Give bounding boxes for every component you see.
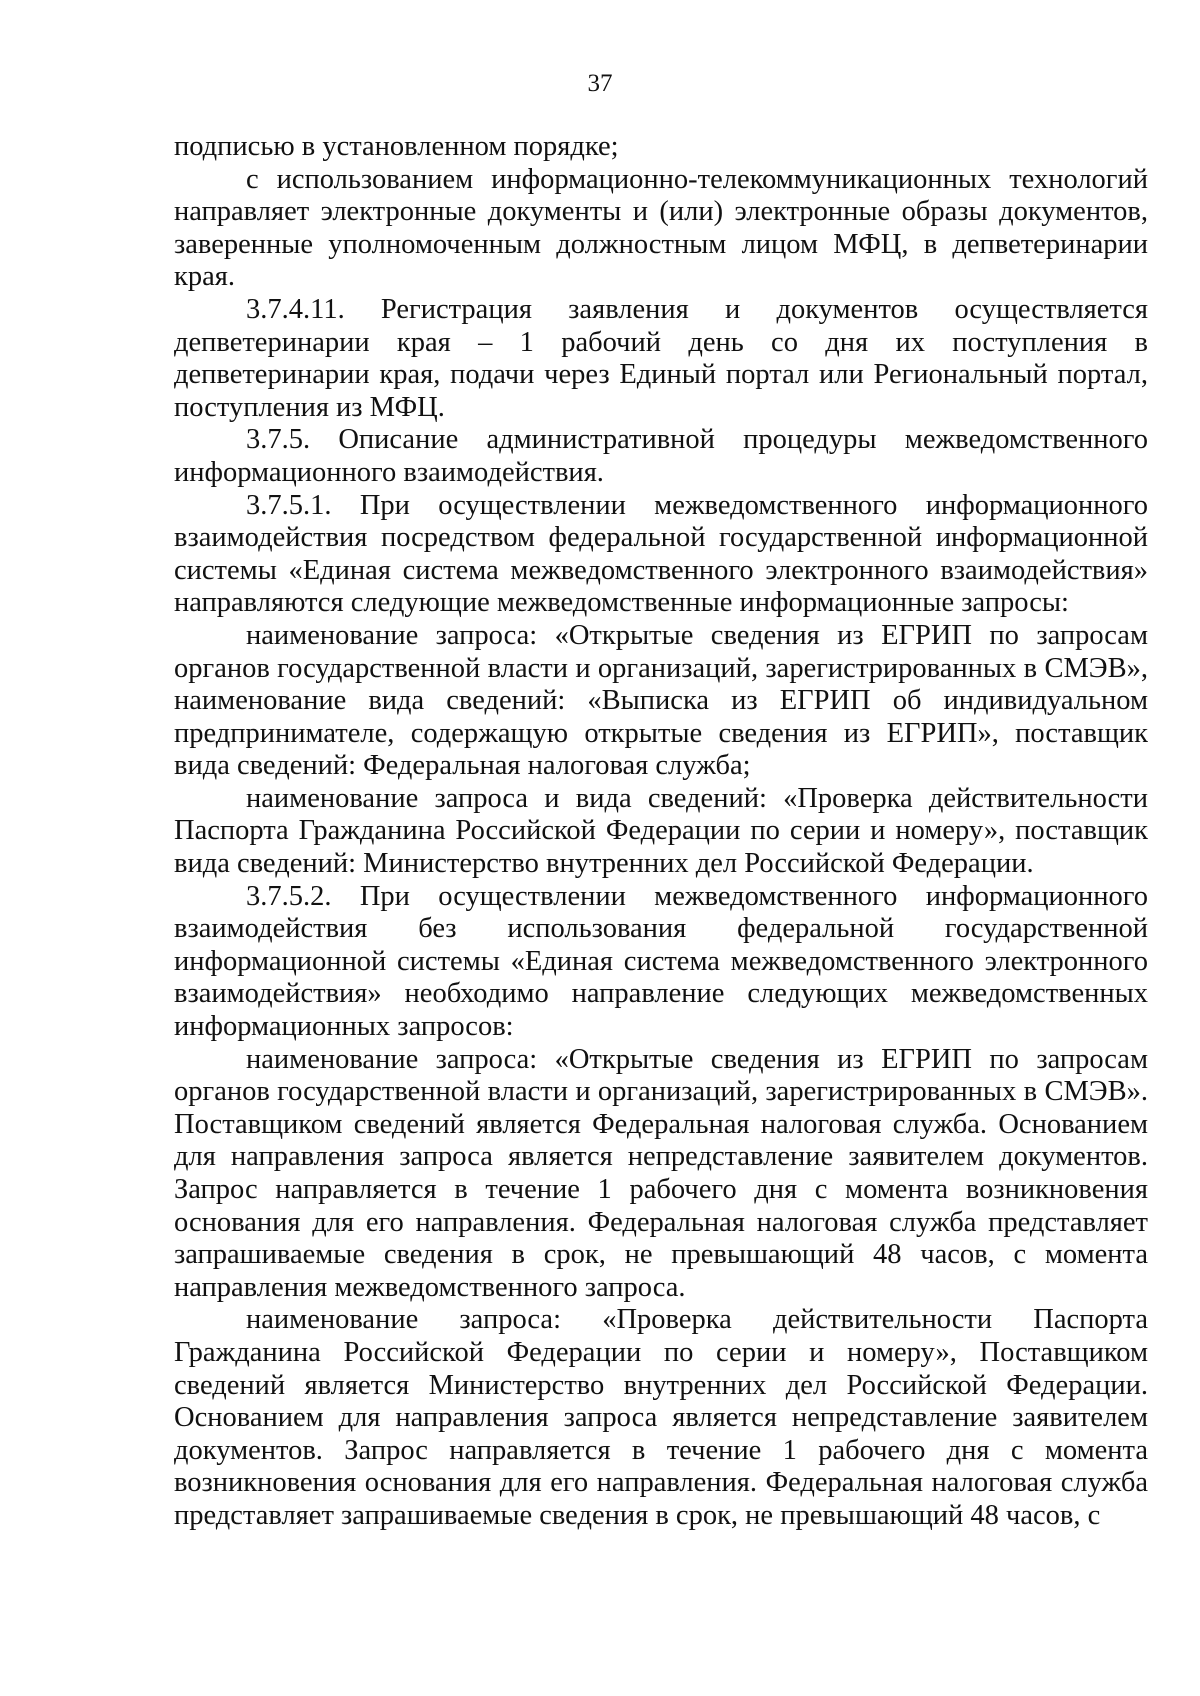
paragraph-3-7-5-2: 3.7.5.2. При осуществлении межведомственного информационного взаимодействия без использования федеральной государственной информационной системы «Единая система межведомственного электронного взаимодействия» необходимо направление следующих межведомственных информационных запросов: xyxy=(174,880,1148,1043)
document-body xyxy=(174,131,1148,1533)
paragraph-electronic-documents: с использованием информационно-телекоммуникационных технологий направляет электронные документы и (или) электронные образы документов, заверенные уполномоченным должностным лицом МФЦ, в депветеринарии края. xyxy=(174,163,1148,293)
paragraph-3-7-4-11: 3.7.4.11. Регистрация заявления и документов осуществляется депветеринарии края – 1 рабочий день со дня их поступления в депветеринарии края, подачи через Единый портал или Региональный портал, поступления из МФЦ. xyxy=(174,293,1148,423)
paragraph-egrip-request: наименование запроса: «Открытые сведения из ЕГРИП по запросам органов государственной власти и организаций, зарегистрированных в СМЭВ», наименование вида сведений: «Выписка из ЕГРИП об индивидуальном предпринимателе, содержащую открытые сведения из ЕГРИП», поставщик вида сведений: Федеральная налоговая служба; xyxy=(174,619,1148,782)
page-number: 37 xyxy=(587,70,613,97)
paragraph-3-7-5-1: 3.7.5.1. При осуществлении межведомственного информационного взаимодействия посредством федеральной государственной информационной системы «Единая система межведомственного электронного взаимодействия» направляются следующие межведомственные информационные запросы: xyxy=(174,489,1148,619)
paragraph-3-7-5: 3.7.5. Описание административной процедуры межведомственного информационного взаимодействия. xyxy=(174,424,1148,488)
paragraph-signature-order: подписью в установленном порядке; xyxy=(174,131,619,162)
paragraph-passport-request-detail: наименование запроса: «Проверка действительности Паспорта Гражданина Российской Федерации по серии и номеру», Поставщиком сведений является Министерство внутренних дел Российской Федерации. Основанием для направления запроса является непредставление заявителем документов. Запрос направляется в течение 1 рабочего дня с момента возникновения основания для его направления. Федеральная налоговая служба представляет запрашиваемые сведения в срок, не превышающий 48 часов, с xyxy=(174,1304,1148,1531)
paragraph-egrip-request-detail: наименование запроса: «Открытые сведения из ЕГРИП по запросам органов государственной власти и организаций, зарегистрированных в СМЭВ». Поставщиком сведений является Федеральная налоговая служба. Основанием для направления запроса является непредставление заявителем документов. Запрос направляется в течение 1 рабочего дня с момента возникновения основания для его направления. Федеральная налоговая служба представляет запрашиваемые сведения в срок, не превышающий 48 часов, с момента направления межведомственного запроса. xyxy=(174,1043,1148,1303)
paragraph-passport-request: наименование запроса и вида сведений: «Проверка действительности Паспорта Гражданина Российской Федерации по серии и номеру», поставщик вида сведений: Министерство внутренних дел Российской Федерации. xyxy=(174,782,1148,880)
